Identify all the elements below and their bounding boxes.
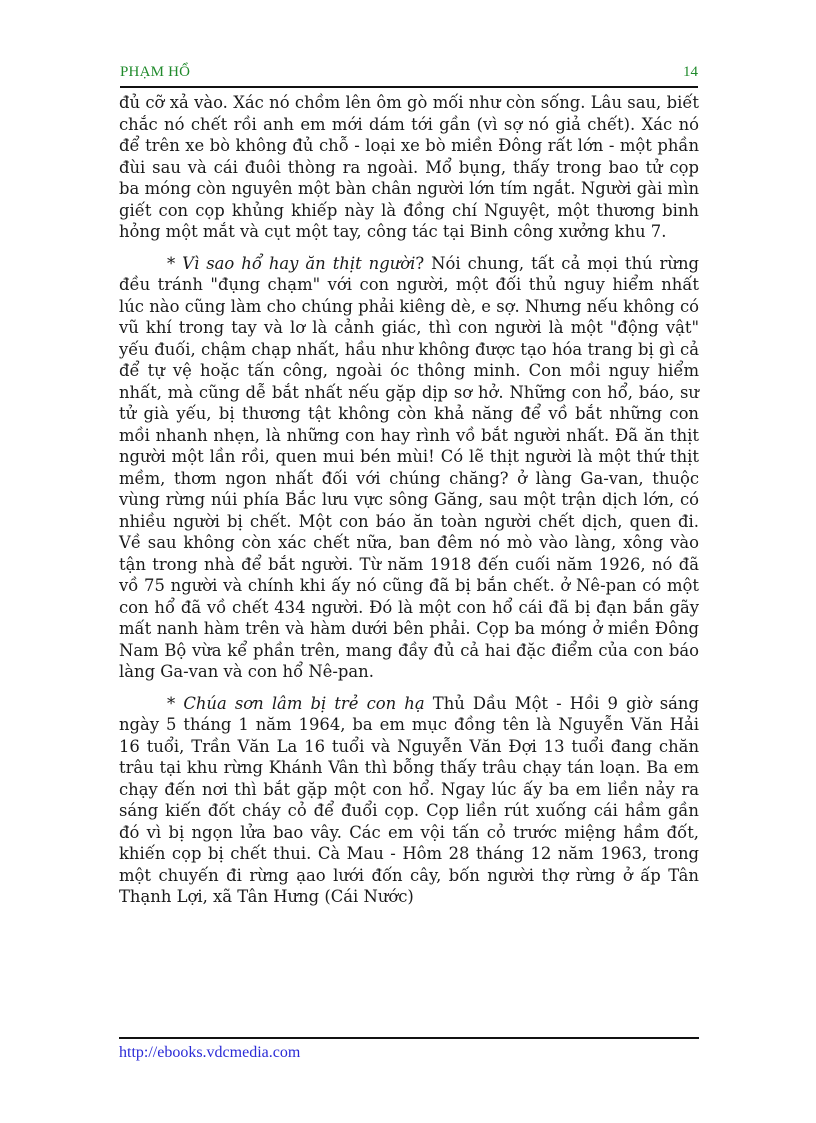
paragraph-text: ? Nói chung, tất cả mọi thú rừng đều tránh "đụng chạm" với con người, một đối thủ nguy hiểm nhất lúc nào cũng làm cho chúng phải kiêng dè, e sợ. Nhưng nếu không có vũ khí trong tay và lơ là cảnh giác, thì con người là một "động vật" yếu đuối, chậm chạp nhất, hầu như không được tạo hóa trang bị gì cả để tự vệ hoặc tấn công, ngoài óc thông minh. Con mồi nguy hiểm nhất, mà cũng dễ bắt nhất nếu gặp dịp sơ hở. Những con hổ, báo, sư tử già yếu, bị thương tật không còn khả năng để vồ bắt những con mồi nhanh nhẹn, là những con hay rình vồ bắt người nhất. Đã ăn thịt người một lần rồi, quen mui bén mùi! Có lẽ thịt người là một thứ thịt mềm, thơm ngon nhất đối với chúng chăng? ở làng Ga-van, thuộc vùng rừng núi phía Bắc lưu vực sông Găng, sau một trận dịch lớn, có nhiều người bị chết. Một con báo ăn toàn người chết dịch, quen đi. Về sau không còn xác chết nữa, ban đêm nó mò vào làng, xông vào tận trong nhà để bắt người. Từ năm 1918 đến cuối năm 1926, nó đã vồ 75 người và chính khi ấy nó cũng đã bị bắn chết. ở Nê-pan có một con hổ đã vồ chết 434 người. Đó là một con hổ cái đã bị đạn bắn gãy mất nanh hàm trên và hàm dưới bên phải. Cọp ba móng ở miền Đông Nam Bộ vừa kể phần trên, mang đầy đủ cả hai đặc điểm của con báo làng Ga-van và con hổ Nê-pan. (119, 253, 699, 681)
document-body (119, 92, 699, 918)
page-number: 14 (683, 64, 698, 80)
page-header (120, 62, 698, 88)
section-heading: * Chúa sơn lâm bị trẻ con hạ (167, 693, 425, 713)
paragraph: đủ cỡ xả vào. Xác nó chồm lên ôm gò mối như còn sống. Lâu sau, biết chắc nó chết rồi anh em mới dám tới gần (vì sợ nó giả chết). Xác nó để trên xe bò không đủ chỗ - loại xe bò miền Đông rất lớn - một phần đùi sau và cái đuôi thòng ra ngoài. Mổ bụng, thấy trong bao tử cọp ba móng còn nguyên một bàn chân người lớn tím ngắt. Người gài mìn giết con cọp khủng khiếp này là đồng chí Nguyệt, một thương binh hỏng một mắt và cụt một tay, công tác tại Binh công xưởng khu 7. (119, 93, 699, 241)
footer-link[interactable]: http://ebooks.vdcmedia.com (119, 1044, 301, 1061)
footer-divider (119, 1037, 699, 1039)
paragraph (119, 693, 699, 908)
section-heading: * Vì sao hổ hay ăn thịt người (167, 253, 416, 273)
paragraph (119, 253, 699, 683)
paragraph-text: Thủ Dầu Một - Hồi 9 giờ sáng ngày 5 tháng 1 năm 1964, ba em mục đồng tên là Nguyễn Văn Hải 16 tuổi, Trần Văn La 16 tuổi và Nguyễn Văn Đợi 13 tuổi đang chăn trâu tại khu rừng Khánh Vân thì bỗng thấy trâu chạy tán loạn. Ba em chạy đến nơi thì bắt gặp một con hổ. Ngay lúc ấy ba em liền nảy ra sáng kiến đốt cháy cỏ để đuổi cọp. Cọp liền rút xuống cái hầm gần đó vì bị ngọn lửa bao vây. Các em vội tấn cỏ trước miệng hầm đốt, khiến cọp bị chết thui. Cà Mau - Hôm 28 tháng 12 năm 1963, trong một chuyến đi rừng ạao lưới đốn cây, bốn người thợ rừng ở ấp Tân Thạnh Lợi, xã Tân Hưng (Cái Nước) (119, 693, 699, 906)
author-title: PHẠM HỔ (120, 64, 191, 80)
